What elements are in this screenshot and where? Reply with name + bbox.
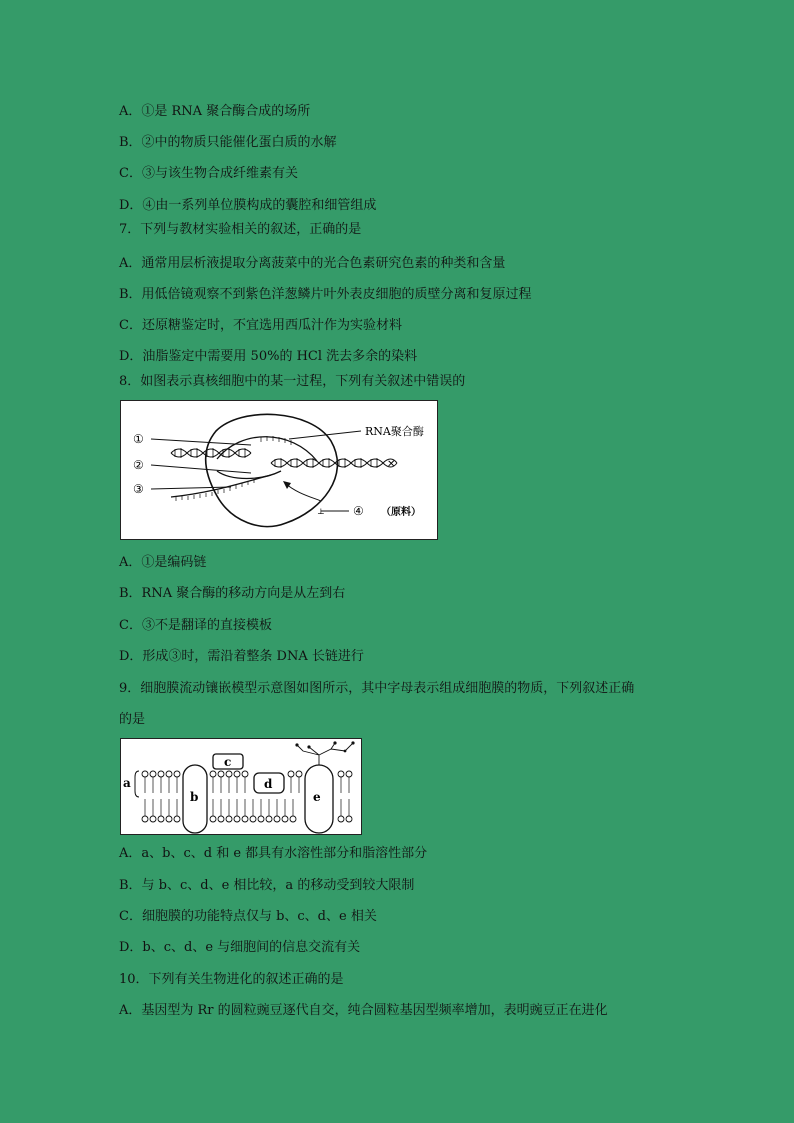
q9-stem-line-1: 9．细胞膜流动镶嵌模型示意图如图所示，其中字母表示组成细胞膜的物质，下列叙述正确 <box>119 681 635 696</box>
q10-stem: 10．下列有关生物进化的叙述正确的是 <box>119 972 344 987</box>
q10-option-a: A．基因型为 Rr 的圆粒豌豆逐代自交，纯合圆粒基因型频率增加，表明豌豆正在进化 <box>119 1003 608 1018</box>
label-1: ① <box>133 432 144 446</box>
label-3: ③ <box>133 482 144 496</box>
q9-stem-line-2: 的是 <box>119 712 146 727</box>
enzyme-label: RNA聚合酶 <box>365 425 424 438</box>
label-c: c <box>224 755 232 769</box>
q8-option-b: B．RNA 聚合酶的移动方向是从左到右 <box>119 586 346 601</box>
q8-stem: 8．如图表示真核细胞中的某一过程，下列有关叙述中错误的 <box>119 374 466 389</box>
q8-option-c: C．③不是翻译的直接模板 <box>119 618 272 633</box>
q7-option-a: A．通常用层析液提取分离菠菜中的光合色素研究色素的种类和含量 <box>119 256 506 271</box>
svg-text:✕: ✕ <box>387 459 396 470</box>
q9-option-a: A．a、b、c、d 和 e 都具有水溶性部分和脂溶性部分 <box>119 846 428 861</box>
q7-option-c: C．还原糖鉴定时，不宜选用西瓜汁作为实验材料 <box>119 318 402 333</box>
q9-option-b: B．与 b、c、d、e 相比较，a 的移动受到较大限制 <box>119 878 415 893</box>
label-e: e <box>313 790 321 804</box>
q7-stem: 7．下列与教材实验相关的叙述，正确的是 <box>119 222 362 237</box>
label-4: ④ <box>353 504 364 518</box>
q8-option-d: D．形成③时，需沿着整条 DNA 长链进行 <box>119 649 364 664</box>
q7-option-b: B．用低倍镜观察不到紫色洋葱鳞片叶外表皮细胞的质壁分离和复原过程 <box>119 287 532 302</box>
label-b: b <box>190 790 199 804</box>
raw-material-label: （原料） <box>381 507 421 518</box>
membrane-figure <box>120 738 362 835</box>
q6-option-c: C．③与该生物合成纤维素有关 <box>119 166 298 181</box>
q9-option-c: C．细胞膜的功能特点仅与 b、c、d、e 相关 <box>119 909 377 924</box>
transcription-figure <box>120 400 438 540</box>
q8-option-a: A．①是编码链 <box>119 555 207 570</box>
q6-option-a: A．①是 RNA 聚合酶合成的场所 <box>119 104 311 119</box>
label-2: ② <box>133 458 144 472</box>
label-a: a <box>123 776 131 790</box>
svg-text:⊥: ⊥ <box>317 507 325 516</box>
q9-option-d: D．b、c、d、e 与细胞间的信息交流有关 <box>119 940 361 955</box>
q7-option-d: D．油脂鉴定中需要用 50%的 HCl 洗去多余的染料 <box>119 349 418 364</box>
label-d: d <box>264 777 273 791</box>
q6-option-d: D．④由一系列单位膜构成的囊腔和细管组成 <box>119 198 377 213</box>
q6-option-b: B．②中的物质只能催化蛋白质的水解 <box>119 135 337 150</box>
